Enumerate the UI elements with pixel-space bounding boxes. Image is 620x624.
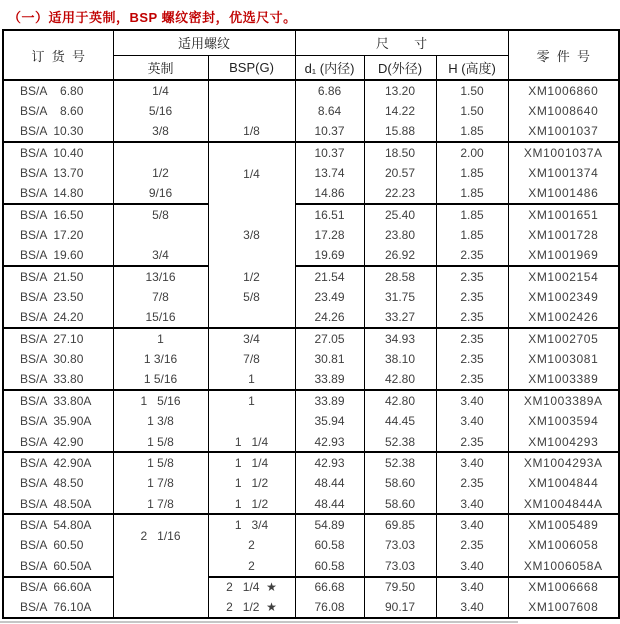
order-number-cell: BS/A 33.80A [3,390,113,411]
order-number-cell: BS/A 76.10A [3,597,113,618]
height-cell: 3.40 [436,597,508,618]
part-number-cell: XM1001969 [508,246,619,267]
outer-diameter-cell: 44.45 [364,411,436,432]
inner-diameter-cell: 8.64 [295,101,364,122]
header-inner-diameter: d₁ (内径) [295,55,364,80]
outer-diameter-cell: 69.85 [364,514,436,535]
part-number-cell: XM1001651 [508,204,619,225]
order-number-cell: BS/A 35.90A [3,411,113,432]
inner-diameter-cell: 13.74 [295,163,364,184]
table-row [3,246,619,267]
part-number-cell: XM1006058A [508,556,619,577]
outer-diameter-cell: 52.38 [364,432,436,453]
bsp-thread-cell [208,101,295,122]
order-number-cell: BS/A 6.80 [3,80,113,101]
order-number-cell: BS/A 30.80 [3,349,113,370]
order-number-cell: BS/A 10.40 [3,142,113,163]
outer-diameter-cell: 42.80 [364,370,436,391]
order-number-cell: BS/A 60.50A [3,556,113,577]
imperial-thread-cell [113,597,208,618]
bsp-thread-cell: 1 1/4 [208,452,295,473]
imperial-thread-cell: 1 7/8 [113,473,208,494]
imperial-thread-cell: 3/8 [113,121,208,142]
outer-diameter-cell: 52.38 [364,452,436,473]
inner-diameter-cell: 21.54 [295,266,364,287]
imperial-thread-cell [113,142,208,163]
inner-diameter-cell: 10.37 [295,142,364,163]
imperial-thread-cell: 5/16 [113,101,208,122]
part-number-cell: XM1008640 [508,101,619,122]
header-height: H (高度) [436,55,508,80]
bsp-seal-size-table [2,29,620,619]
header-outer-diameter: D(外径) [364,55,436,80]
height-cell: 1.85 [436,204,508,225]
table-row [3,577,619,598]
inner-diameter-cell: 35.94 [295,411,364,432]
imperial-thread-cell: 1 3/16 [113,349,208,370]
bsp-thread-cell [208,80,295,101]
bsp-thread-cell: 1 1/4 [208,432,295,453]
header-part-number: 零 件 号 [508,30,619,80]
inner-diameter-cell: 30.81 [295,349,364,370]
part-number-cell: XM1002705 [508,328,619,349]
imperial-thread-cell: 1 5/8 [113,452,208,473]
inner-diameter-cell: 19.69 [295,246,364,267]
order-number-cell: BS/A 27.10 [3,328,113,349]
part-number-cell: XM1006668 [508,577,619,598]
imperial-thread-cell: 1 5/8 [113,432,208,453]
bsp-thread-cell: 1/8 [208,121,295,142]
outer-diameter-cell: 13.20 [364,80,436,101]
order-number-cell: BS/A 10.30 [3,121,113,142]
bsp-thread-cell: 2 1/2 ★ [208,597,295,618]
outer-diameter-cell: 58.60 [364,473,436,494]
imperial-thread-cell: 1/2 [113,163,208,184]
order-number-cell: BS/A 14.80 [3,183,113,204]
outer-diameter-cell: 31.75 [364,287,436,308]
part-number-cell: XM1004844A [508,494,619,515]
outer-diameter-cell: 15.88 [364,121,436,142]
height-cell: 3.40 [436,577,508,598]
imperial-thread-cell: 15/16 [113,308,208,329]
bsp-thread-cell: 1 [208,370,295,391]
inner-diameter-cell: 54.89 [295,514,364,535]
imperial-thread-cell: 13/16 [113,266,208,287]
part-number-cell: XM1001037A [508,142,619,163]
imperial-thread-cell: 9/16 [113,183,208,204]
order-number-cell: BS/A 21.50 [3,266,113,287]
table-row [3,287,619,308]
table-row [3,266,619,287]
height-cell: 2.35 [436,266,508,287]
inner-diameter-cell: 60.58 [295,535,364,556]
header-imperial-thread: 英制 [113,55,208,80]
outer-diameter-cell: 73.03 [364,556,436,577]
part-number-cell: XM1001037 [508,121,619,142]
imperial-thread-cell: 7/8 [113,287,208,308]
order-number-cell: BS/A 33.80 [3,370,113,391]
imperial-thread-cell: 5/8 [113,204,208,225]
table-row [3,452,619,473]
bsp-thread-cell: 1 3/4 [208,514,295,535]
header-bsp-thread: BSP(G) [208,55,295,80]
table-row [3,597,619,618]
imperial-thread-cell: 1 5/16 [113,370,208,391]
outer-diameter-cell: 34.93 [364,328,436,349]
table-row [3,390,619,411]
height-cell: 2.35 [436,328,508,349]
table-row [3,370,619,391]
part-number-cell: XM1004844 [508,473,619,494]
table-row [3,535,619,556]
inner-diameter-cell: 14.86 [295,183,364,204]
outer-diameter-cell: 22.23 [364,183,436,204]
inner-diameter-cell: 27.05 [295,328,364,349]
table-row [3,514,619,535]
imperial-thread-cell: 3/4 [113,246,208,267]
section-title: （一）适用于英制，BSP 螺纹密封，优选尺寸。 [8,10,297,25]
inner-diameter-cell: 76.08 [295,597,364,618]
table-row [3,121,619,142]
table-row [3,183,619,204]
height-cell: 2.35 [436,287,508,308]
height-cell: 1.50 [436,101,508,122]
inner-diameter-cell: 33.89 [295,390,364,411]
part-number-cell: XM1004293A [508,452,619,473]
imperial-thread-cell: 1 3/8 [113,411,208,432]
bsp-thread-cell: 1 1/2 [208,494,295,515]
outer-diameter-cell: 90.17 [364,597,436,618]
part-number-cell: XM1003389A [508,390,619,411]
table-row [3,473,619,494]
inner-diameter-cell: 66.68 [295,577,364,598]
inner-diameter-cell: 10.37 [295,121,364,142]
inner-diameter-cell: 60.58 [295,556,364,577]
outer-diameter-cell: 73.03 [364,535,436,556]
bsp-thread-cell: 3/4 [208,328,295,349]
outer-diameter-cell: 14.22 [364,101,436,122]
order-number-cell: BS/A 23.50 [3,287,113,308]
part-number-cell: XM1001486 [508,183,619,204]
part-number-cell: XM1006860 [508,80,619,101]
order-number-cell: BS/A 13.70 [3,163,113,184]
table-row [3,101,619,122]
table-row [3,494,619,515]
height-cell: 1.85 [436,121,508,142]
outer-diameter-cell: 38.10 [364,349,436,370]
outer-diameter-cell: 23.80 [364,225,436,246]
order-number-cell: BS/A 19.60 [3,246,113,267]
height-cell: 3.40 [436,452,508,473]
inner-diameter-cell: 33.89 [295,370,364,391]
height-cell: 2.35 [436,370,508,391]
height-cell: 2.35 [436,473,508,494]
part-number-cell: XM1005489 [508,514,619,535]
bsp-thread-cell: 1/4 [208,142,295,204]
outer-diameter-cell: 42.80 [364,390,436,411]
inner-diameter-cell: 42.93 [295,452,364,473]
table-row [3,328,619,349]
inner-diameter-cell: 48.44 [295,494,364,515]
part-number-cell: XM1003389 [508,370,619,391]
order-number-cell: BS/A 48.50 [3,473,113,494]
outer-diameter-cell: 58.60 [364,494,436,515]
inner-diameter-cell: 48.44 [295,473,364,494]
bsp-thread-cell: 2 [208,535,295,556]
bsp-thread-cell: 7/8 [208,349,295,370]
imperial-thread-cell: 2 1/16 [113,514,208,576]
table-row [3,204,619,225]
imperial-thread-cell [113,225,208,246]
height-cell: 2.35 [436,432,508,453]
part-number-cell: XM1007608 [508,597,619,618]
order-number-cell: BS/A 42.90A [3,452,113,473]
table-row [3,142,619,163]
inner-diameter-cell: 24.26 [295,308,364,329]
height-cell: 1.85 [436,183,508,204]
part-number-cell: XM1003594 [508,411,619,432]
height-cell: 2.35 [436,246,508,267]
height-cell: 2.35 [436,349,508,370]
order-number-cell: BS/A 54.80A [3,514,113,535]
part-number-cell: XM1002349 [508,287,619,308]
bsp-thread-cell: 1/2 [208,266,295,287]
bsp-thread-cell [208,308,295,329]
outer-diameter-cell: 18.50 [364,142,436,163]
bsp-thread-cell [208,411,295,432]
inner-diameter-cell: 6.86 [295,80,364,101]
outer-diameter-cell: 25.40 [364,204,436,225]
bsp-thread-cell: 1 1/2 [208,473,295,494]
height-cell: 3.40 [436,411,508,432]
order-number-cell: BS/A 60.50 [3,535,113,556]
height-cell: 3.40 [436,556,508,577]
table-row [3,225,619,246]
part-number-cell: XM1002154 [508,266,619,287]
inner-diameter-cell: 16.51 [295,204,364,225]
order-number-cell: BS/A 24.20 [3,308,113,329]
part-number-cell: XM1001728 [508,225,619,246]
imperial-thread-cell: 1/4 [113,80,208,101]
table-row [3,80,619,101]
table-row [3,163,619,184]
height-cell: 3.40 [436,514,508,535]
height-cell: 3.40 [436,390,508,411]
order-number-cell: BS/A 17.20 [3,225,113,246]
order-number-cell: BS/A 48.50A [3,494,113,515]
imperial-thread-cell: 1 7/8 [113,494,208,515]
order-number-cell: BS/A 42.90 [3,432,113,453]
order-number-cell: BS/A 16.50 [3,204,113,225]
height-cell: 1.85 [436,225,508,246]
table-row [3,308,619,329]
imperial-thread-cell: 1 5/16 [113,390,208,411]
inner-diameter-cell: 17.28 [295,225,364,246]
outer-diameter-cell: 20.57 [364,163,436,184]
outer-diameter-cell: 26.92 [364,246,436,267]
bsp-thread-cell: 2 1/4 ★ [208,577,295,598]
height-cell: 2.00 [436,142,508,163]
height-cell: 1.50 [436,80,508,101]
part-number-cell: XM1004293 [508,432,619,453]
bsp-thread-cell: 1 [208,390,295,411]
height-cell: 2.35 [436,308,508,329]
outer-diameter-cell: 79.50 [364,577,436,598]
outer-diameter-cell: 28.58 [364,266,436,287]
header-order-number: 订 货 号 [3,30,113,80]
table-body [3,80,619,618]
bsp-thread-cell: 2 [208,556,295,577]
header-applicable-thread: 适用螺纹 [113,30,295,55]
inner-diameter-cell: 23.49 [295,287,364,308]
outer-diameter-cell: 33.27 [364,308,436,329]
order-number-cell: BS/A 66.60A [3,577,113,598]
inner-diameter-cell: 42.93 [295,432,364,453]
height-cell: 3.40 [436,494,508,515]
part-number-cell: XM1001374 [508,163,619,184]
table-row [3,411,619,432]
height-cell: 1.85 [436,163,508,184]
header-dimensions: 尺 寸 [295,30,508,55]
table-row [3,432,619,453]
table-row [3,556,619,577]
imperial-thread-cell [113,577,208,598]
bottom-partial-divider [0,621,518,623]
part-number-cell: XM1006058 [508,535,619,556]
order-number-cell: BS/A 8.60 [3,101,113,122]
table-row [3,349,619,370]
height-cell: 2.35 [436,535,508,556]
part-number-cell: XM1003081 [508,349,619,370]
table-header [3,30,619,80]
part-number-cell: XM1002426 [508,308,619,329]
imperial-thread-cell: 1 [113,328,208,349]
bsp-thread-cell: 3/8 [208,204,295,266]
bsp-thread-cell: 5/8 [208,287,295,308]
